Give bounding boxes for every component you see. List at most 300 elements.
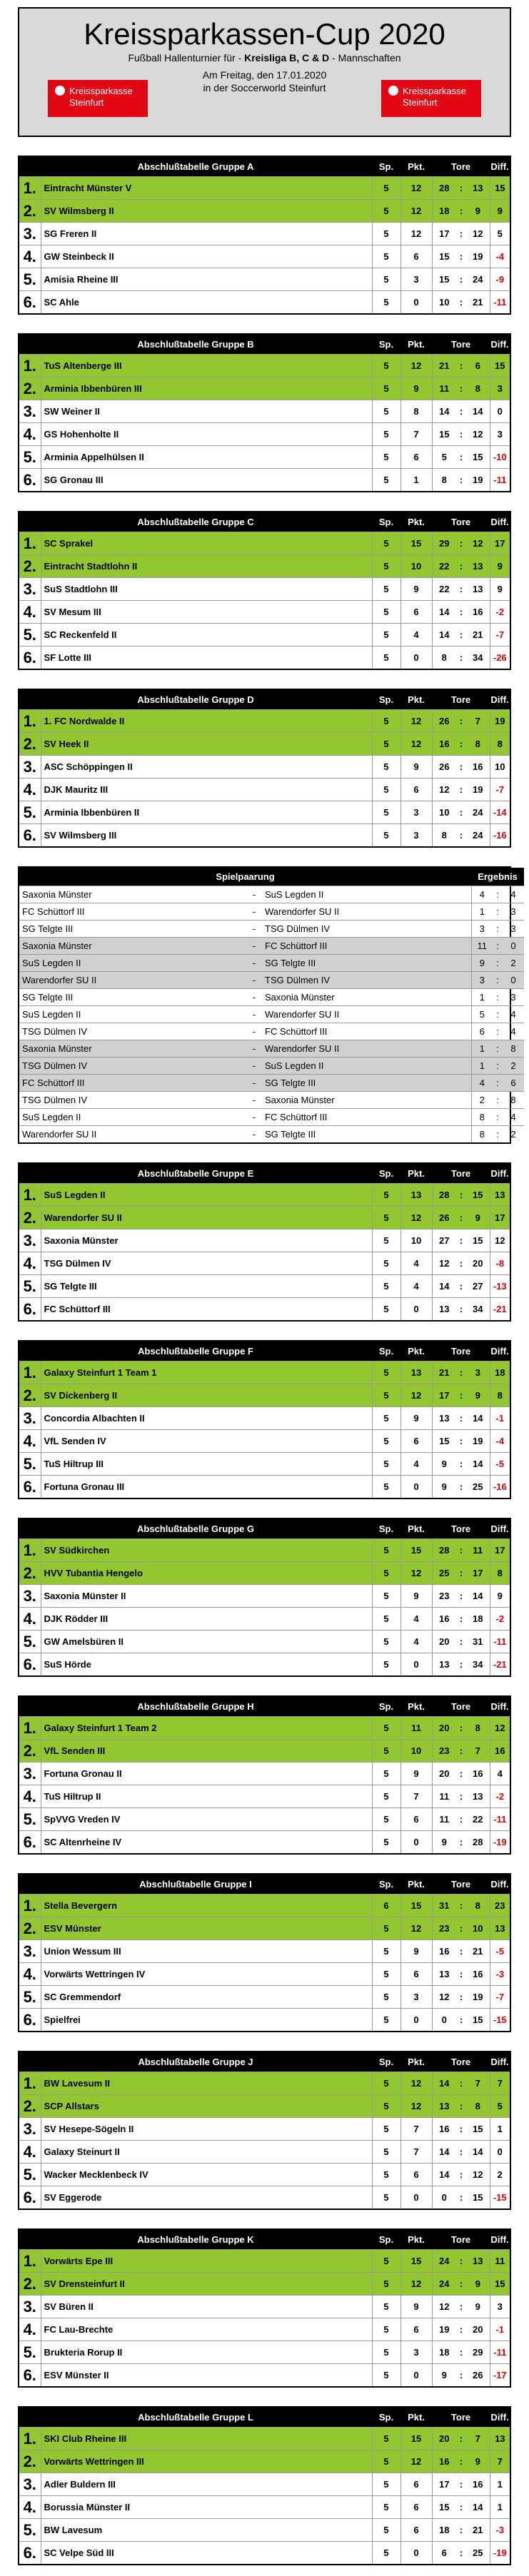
goal-difference: -3 (490, 2519, 510, 2542)
goals-against: 25 (466, 1476, 490, 1499)
goals-against: 16 (466, 1763, 490, 1785)
group-table (18, 2051, 511, 2210)
table-row (19, 2009, 510, 2032)
col-header-sp: Sp. (372, 1164, 400, 1184)
goals-for: 14 (432, 2141, 456, 2164)
goals-against: 24 (466, 824, 490, 847)
goal-difference: 11 (490, 2250, 510, 2273)
away-team: SG Telgte III (262, 955, 471, 972)
goals-separator: : (456, 268, 466, 291)
away-team: SuS Legden II (262, 1058, 471, 1075)
goals-against: 21 (466, 2519, 490, 2542)
col-header-sp: Sp. (372, 1519, 400, 1539)
points: 7 (400, 423, 432, 446)
table-row (19, 779, 510, 801)
match-row (19, 1126, 524, 1143)
table-row (19, 245, 510, 268)
goal-difference: -19 (490, 1831, 510, 1854)
goal-difference: 18 (490, 1361, 510, 1384)
goals-against: 21 (466, 291, 490, 314)
home-team: SG Telgte III (19, 989, 246, 1006)
col-header-tore: Tore (432, 1697, 490, 1717)
goal-difference: -21 (490, 1298, 510, 1321)
goals-for: 15 (432, 2496, 456, 2519)
points: 0 (400, 1653, 432, 1676)
groups-bottom (18, 1162, 511, 2565)
games-played: 5 (372, 2496, 400, 2519)
goals-for: 14 (432, 601, 456, 624)
rank-cell: 5. (19, 446, 41, 469)
games-played: 5 (372, 1184, 400, 1207)
goals-separator: : (456, 2186, 466, 2209)
goals-against: 9 (466, 2296, 490, 2318)
goal-difference: -8 (490, 1252, 510, 1275)
table-row (19, 291, 510, 314)
games-played: 5 (372, 733, 400, 756)
goals-separator: : (456, 423, 466, 446)
table-row (19, 733, 510, 756)
team-name: GW Amelsbüren II (41, 1631, 372, 1653)
team-name: Arminia Appelhülsen II (41, 446, 372, 469)
goals-for: 9 (432, 1476, 456, 1499)
table-row (19, 1539, 510, 1562)
points: 6 (400, 601, 432, 624)
table-row (19, 646, 510, 669)
goal-difference: 15 (490, 2273, 510, 2296)
rank-cell: 5. (19, 1275, 41, 1298)
goals-against: 13 (466, 2250, 490, 2273)
col-header-diff: Diff. (490, 1875, 510, 1895)
col-header-diff: Diff. (490, 1697, 510, 1717)
goal-difference: 8 (490, 733, 510, 756)
goals-for: 21 (432, 355, 456, 377)
away-team: TSG Dülmen IV (262, 972, 471, 989)
goals-separator: : (456, 245, 466, 268)
table-row (19, 1298, 510, 1321)
logo-name: Kreissparkasse (403, 86, 466, 96)
points: 0 (400, 2364, 432, 2387)
goals-against: 15 (466, 1184, 490, 1207)
goals-separator: : (456, 2450, 466, 2473)
games-played: 5 (372, 2296, 400, 2318)
games-played: 5 (372, 446, 400, 469)
col-header-pkt: Pkt. (400, 1164, 432, 1184)
points: 12 (400, 2273, 432, 2296)
table-row (19, 355, 510, 377)
games-played: 5 (372, 1763, 400, 1785)
goals-for: 18 (432, 2519, 456, 2542)
col-header-sp: Sp. (372, 512, 400, 532)
points: 6 (400, 2496, 432, 2519)
goals-for: 12 (432, 1252, 456, 1275)
goals-for: 17 (432, 2473, 456, 2496)
goals-separator: : (456, 1539, 466, 1562)
goals-separator: : (456, 2009, 466, 2032)
games-played: 5 (372, 2273, 400, 2296)
points: 15 (400, 1539, 432, 1562)
goals-against: 3 (466, 1361, 490, 1384)
goals-separator: : (456, 1407, 466, 1430)
team-name: TuS Hiltrup II (41, 1785, 372, 1808)
match-row (19, 903, 524, 921)
points: 15 (400, 2250, 432, 2273)
rank-cell: 5. (19, 2164, 41, 2186)
goals-for: 16 (432, 1940, 456, 1963)
rank-cell: 1. (19, 2072, 41, 2095)
goals-separator: : (456, 2542, 466, 2565)
goals-for: 26 (432, 756, 456, 779)
goals-against: 19 (466, 245, 490, 268)
goals-against: 19 (466, 779, 490, 801)
match-row (19, 955, 524, 972)
match-row (19, 972, 524, 989)
goals-against: 15 (466, 446, 490, 469)
points: 3 (400, 1986, 432, 2009)
games-played: 5 (372, 1717, 400, 1740)
goal-difference: 5 (490, 2095, 510, 2118)
rank-cell: 4. (19, 2141, 41, 2164)
points: 9 (400, 377, 432, 400)
goals-for: 28 (432, 177, 456, 200)
table-row (19, 532, 510, 555)
goals-for: 8 (432, 824, 456, 847)
home-goals: 3 (471, 972, 493, 989)
points: 0 (400, 1476, 432, 1499)
rank-cell: 4. (19, 1963, 41, 1986)
rank-cell: 2. (19, 1562, 41, 1585)
points: 12 (400, 2072, 432, 2095)
away-goals: 3 (503, 903, 524, 921)
goal-difference: -5 (490, 1940, 510, 1963)
points: 6 (400, 446, 432, 469)
points: 9 (400, 1940, 432, 1963)
goal-difference: 9 (490, 1585, 510, 1608)
col-header-sp: Sp. (372, 1697, 400, 1717)
team-name: SC Velpe Süd III (41, 2542, 372, 2565)
points: 0 (400, 291, 432, 314)
goals-separator: : (456, 1562, 466, 1585)
points: 0 (400, 646, 432, 669)
goals-for: 13 (432, 1653, 456, 1676)
home-goals: 3 (471, 921, 493, 938)
games-played: 5 (372, 1384, 400, 1407)
goals-for: 20 (432, 2428, 456, 2450)
col-header-pkt: Pkt. (400, 1342, 432, 1361)
col-header-pkt: Pkt. (400, 157, 432, 177)
rank-cell: 1. (19, 2428, 41, 2450)
home-goals: 1 (471, 1058, 493, 1075)
goals-separator: : (456, 446, 466, 469)
table-row (19, 268, 510, 291)
away-team: TSG Dülmen IV (262, 921, 471, 938)
team-name: SuS Hörde (41, 1653, 372, 1676)
goals-for: 6 (432, 2542, 456, 2565)
points: 13 (400, 1361, 432, 1384)
points: 10 (400, 1740, 432, 1763)
rank-cell: 6. (19, 2009, 41, 2032)
goals-separator: : (456, 2318, 466, 2341)
goals-for: 24 (432, 2273, 456, 2296)
goals-separator: : (456, 2364, 466, 2387)
goals-for: 9 (432, 1831, 456, 1854)
goals-for: 17 (432, 223, 456, 245)
goals-for: 12 (432, 2296, 456, 2318)
team-name: SV Drensteinfurt II (41, 2273, 372, 2296)
games-played: 5 (372, 1562, 400, 1585)
goal-difference: 9 (490, 200, 510, 223)
group-title: Abschlußtabelle Gruppe J (19, 2052, 372, 2072)
goals-for: 18 (432, 200, 456, 223)
home-team: Warendorfer SU II (19, 1126, 246, 1143)
goals-against: 11 (466, 1539, 490, 1562)
rank-cell: 1. (19, 1717, 41, 1740)
goals-separator: : (456, 1252, 466, 1275)
points: 12 (400, 2095, 432, 2118)
games-played: 5 (372, 2519, 400, 2542)
goal-difference: 12 (490, 1229, 510, 1252)
games-played: 5 (372, 200, 400, 223)
away-goals: 8 (503, 1092, 524, 1109)
points: 12 (400, 355, 432, 377)
table-row (19, 1986, 510, 2009)
table-row (19, 2141, 510, 2164)
goal-difference: -17 (490, 2364, 510, 2387)
col-header-pkt: Pkt. (400, 2052, 432, 2072)
match-dash: - (246, 1075, 262, 1092)
goals-separator: : (456, 2164, 466, 2186)
team-name: VfL Senden IV (41, 1430, 372, 1453)
goal-difference: 15 (490, 355, 510, 377)
goals-against: 6 (466, 355, 490, 377)
goals-separator: : (456, 1184, 466, 1207)
goals-separator: : (456, 601, 466, 624)
goals-separator: : (456, 1207, 466, 1229)
points: 10 (400, 555, 432, 578)
points: 1 (400, 469, 432, 492)
goal-difference: -2 (490, 601, 510, 624)
groups-top (18, 156, 511, 848)
rank-cell: 5. (19, 2341, 41, 2364)
rank-cell: 3. (19, 1407, 41, 1430)
rank-cell: 4. (19, 1785, 41, 1808)
points: 7 (400, 1785, 432, 1808)
team-name: Saxonia Münster (41, 1229, 372, 1252)
games-played: 5 (372, 2009, 400, 2032)
games-played: 5 (372, 1740, 400, 1763)
home-team: Saxonia Münster (19, 1040, 246, 1058)
team-name: Vorwärts Epe III (41, 2250, 372, 2273)
logo-city: Steinfurt (69, 97, 104, 108)
home-goals: 4 (471, 886, 493, 903)
goal-difference: 0 (490, 400, 510, 423)
rank-cell: 2. (19, 1384, 41, 1407)
match-row (19, 921, 524, 938)
team-name: SV Wilmsberg II (41, 200, 372, 223)
goals-separator: : (456, 2341, 466, 2364)
away-team: SG Telgte III (262, 1075, 471, 1092)
rank-cell: 6. (19, 469, 41, 492)
points: 9 (400, 1407, 432, 1430)
goals-for: 13 (432, 1407, 456, 1430)
goal-difference: 13 (490, 2428, 510, 2450)
points: 6 (400, 245, 432, 268)
table-row (19, 2072, 510, 2095)
rank-cell: 2. (19, 1740, 41, 1763)
goals-for: 0 (432, 2186, 456, 2209)
goals-against: 9 (466, 1384, 490, 1407)
table-row (19, 1808, 510, 1831)
games-played: 5 (372, 2141, 400, 2164)
away-team: SG Telgte III (262, 1126, 471, 1143)
points: 9 (400, 578, 432, 601)
team-name: SCP Allstars (41, 2095, 372, 2118)
goals-separator: : (456, 1298, 466, 1321)
goals-for: 27 (432, 1229, 456, 1252)
goals-against: 27 (466, 1275, 490, 1298)
table-row (19, 2428, 510, 2450)
home-team: FC Schüttorf III (19, 903, 246, 921)
match-row (19, 989, 524, 1006)
points: 6 (400, 1963, 432, 1986)
team-name: Warendorfer SU II (41, 1207, 372, 1229)
goals-for: 5 (432, 446, 456, 469)
subtitle-line (19, 51, 510, 64)
team-name: Borussia Münster II (41, 2496, 372, 2519)
team-name: GS Hohenholte II (41, 423, 372, 446)
goals-against: 19 (466, 469, 490, 492)
rank-cell: 2. (19, 1207, 41, 1229)
table-row (19, 1895, 510, 1917)
away-goals: 6 (503, 1075, 524, 1092)
table-row (19, 2164, 510, 2186)
goals-for: 24 (432, 2250, 456, 2273)
group-table (18, 2406, 511, 2565)
rank-cell: 6. (19, 1653, 41, 1676)
away-team: Warendorfer SU II (262, 1006, 471, 1023)
goal-difference: -11 (490, 1631, 510, 1653)
team-name: SG Gronau III (41, 469, 372, 492)
goals-against: 20 (466, 1252, 490, 1275)
group-title: Abschlußtabelle Gruppe A (19, 157, 372, 177)
games-played: 5 (372, 1585, 400, 1608)
group-table (18, 1873, 511, 2032)
games-played: 5 (372, 469, 400, 492)
games-played: 5 (372, 601, 400, 624)
table-row (19, 1831, 510, 1854)
goal-difference: 23 (490, 1895, 510, 1917)
points: 7 (400, 2118, 432, 2141)
away-team: Saxonia Münster (262, 1092, 471, 1109)
table-row (19, 710, 510, 733)
rank-cell: 2. (19, 2095, 41, 2118)
score-separator: : (493, 1092, 503, 1109)
goals-against: 9 (466, 200, 490, 223)
points: 12 (400, 710, 432, 733)
home-team: Saxonia Münster (19, 938, 246, 955)
match-dash: - (246, 1092, 262, 1109)
goals-against: 13 (466, 555, 490, 578)
table-row (19, 1476, 510, 1499)
group-table (18, 333, 511, 492)
games-played: 5 (372, 1917, 400, 1940)
goals-for: 26 (432, 1207, 456, 1229)
group-title: Abschlußtabelle Gruppe I (19, 1875, 372, 1895)
away-goals: 2 (503, 955, 524, 972)
goals-against: 31 (466, 1631, 490, 1653)
goals-separator: : (456, 578, 466, 601)
team-name: Union Wessum III (41, 1940, 372, 1963)
page-title: Kreissparkassen-Cup 2020 (84, 17, 445, 51)
score-separator: : (493, 903, 503, 921)
goals-against: 15 (466, 2009, 490, 2032)
games-played: 5 (372, 1631, 400, 1653)
venue-line: in der Soccerworld Steinfurt (203, 82, 326, 93)
rank-cell: 6. (19, 291, 41, 314)
team-name: SpVVG Vreden IV (41, 1808, 372, 1831)
team-name: SKI Club Rheine III (41, 2428, 372, 2450)
table-row (19, 1384, 510, 1407)
goal-difference: -7 (490, 779, 510, 801)
points: 4 (400, 624, 432, 646)
match-dash: - (246, 1058, 262, 1075)
goals-separator: : (456, 1361, 466, 1384)
games-played: 5 (372, 1653, 400, 1676)
goal-difference: 15 (490, 177, 510, 200)
goal-difference: -7 (490, 624, 510, 646)
goal-difference: -19 (490, 2542, 510, 2565)
table-row (19, 223, 510, 245)
table-row (19, 1252, 510, 1275)
goals-against: 10 (466, 1917, 490, 1940)
rank-cell: 6. (19, 1298, 41, 1321)
goal-difference: 10 (490, 756, 510, 779)
games-played: 5 (372, 1476, 400, 1499)
points: 4 (400, 1608, 432, 1631)
goals-for: 25 (432, 1562, 456, 1585)
table-row (19, 1207, 510, 1229)
points: 12 (400, 2450, 432, 2473)
col-header-tore: Tore (432, 1342, 490, 1361)
rank-cell: 4. (19, 2318, 41, 2341)
goal-difference: 17 (490, 532, 510, 555)
goals-separator: : (456, 2428, 466, 2450)
games-played: 5 (372, 2095, 400, 2118)
rank-cell: 5. (19, 1986, 41, 2009)
away-goals: 4 (503, 1109, 524, 1126)
games-played: 5 (372, 624, 400, 646)
games-played: 5 (372, 2072, 400, 2095)
group-title: Abschlußtabelle Gruppe F (19, 1342, 372, 1361)
goals-for: 8 (432, 646, 456, 669)
points: 12 (400, 1562, 432, 1585)
rank-cell: 3. (19, 400, 41, 423)
goal-difference: 17 (490, 1207, 510, 1229)
table-row (19, 2318, 510, 2341)
group-title: Abschlußtabelle Gruppe L (19, 2408, 372, 2428)
team-name: Amisia Rheine III (41, 268, 372, 291)
goals-against: 13 (466, 1785, 490, 1808)
home-goals: 4 (471, 1075, 493, 1092)
away-goals: 3 (503, 921, 524, 938)
team-name: Saxonia Münster II (41, 1585, 372, 1608)
goals-against: 34 (466, 1298, 490, 1321)
goals-separator: : (456, 1940, 466, 1963)
score-separator: : (493, 972, 503, 989)
away-goals: 0 (503, 938, 524, 955)
goal-difference: 3 (490, 377, 510, 400)
goals-for: 15 (432, 423, 456, 446)
rank-cell: 1. (19, 710, 41, 733)
